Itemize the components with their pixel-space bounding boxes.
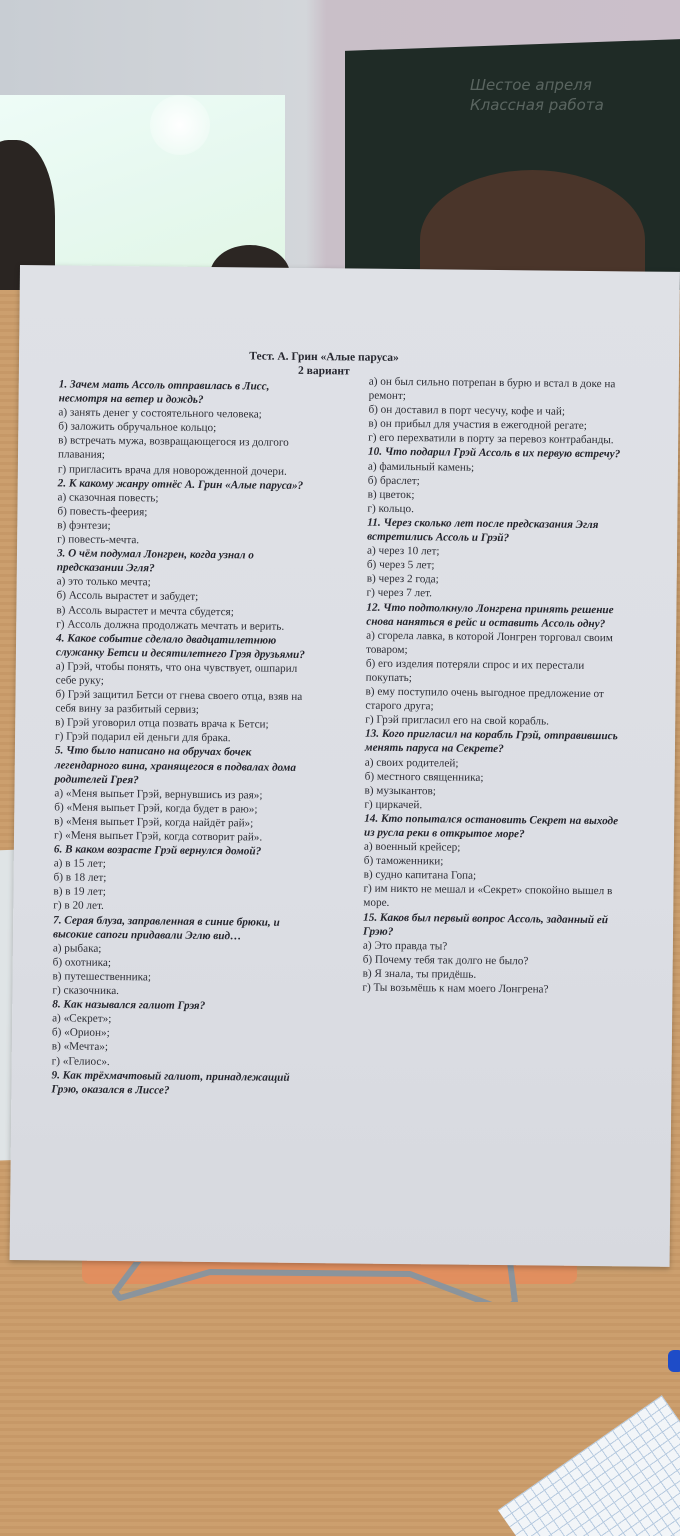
question-text: 10. Что подарил Грэй Ассоль в их первую встречу? (367, 446, 621, 461)
answer-option: б) его изделия потеряли спрос и их перестали покупать; (365, 657, 585, 685)
answer-option: г) пригласить врача для новорожденной дочери. (57, 462, 287, 478)
question-block (368, 375, 631, 448)
chalkboard-line: Шестое апреля (470, 76, 592, 94)
answer-option: в) «Мечта»; (51, 1040, 109, 1054)
answer-option: а) Грэй, чтобы понять, что она чувствует, ошпарил себе руку; (55, 660, 298, 687)
answer-option: в) в 19 лет; (53, 885, 106, 899)
document-title: Тест. А. Грин «Алые паруса» (249, 350, 399, 364)
answer-option: г) через 7 лет. (366, 587, 433, 600)
answer-option: б) Почему тебя так долго не было? (362, 953, 529, 968)
answer-option: в) «Меня выпьет Грэй, когда найдёт рай»; (54, 815, 254, 830)
answer-option: а) фамильный камень; (367, 460, 475, 474)
answer-option: г) «Гелиос». (51, 1054, 110, 1068)
blue-pen-cap (668, 1350, 680, 1372)
question-text: 13. Кого пригласил на корабль Грэй, отправившись менять паруса на Секрете? (364, 727, 618, 756)
question-text: 9. Как трёхмачтовый галиот, принадлежащий Грэю, оказался в Лиссе? (51, 1068, 290, 1097)
question-text: 4. Какое событие сделало двадцатилетнюю служанку Бетси и десятилетнего Грэя друзьями? (55, 632, 305, 661)
wire-stand-icon (110, 1262, 520, 1302)
answer-option: в) ему поступило очень выгодное предложение от старого друга; (365, 685, 604, 713)
question-block (56, 547, 312, 634)
answer-option: а) через 10 лет; (366, 544, 440, 558)
answer-option: г) в 20 лет. (53, 899, 104, 913)
answer-option: б) браслет; (367, 474, 420, 487)
question-text: 1. Зачем мать Ассоль отправилась в Лисс, несмотря на ветер и дождь? (58, 378, 270, 407)
chalkboard-text (470, 75, 604, 115)
answer-option: г) Ассоль должна продолжать мечтать и верить. (56, 617, 285, 633)
answer-option: б) в 18 лет; (53, 871, 107, 885)
document-variant: 2 вариант (298, 364, 350, 378)
question-text: 15. Каков был первый вопрос Ассоль, заданный ей Грэю? (362, 911, 609, 938)
question-block (58, 377, 314, 478)
chalkboard-line: Классная работа (470, 96, 604, 114)
question-text: 6. В каком возрасте Грэй вернулся домой? (53, 843, 262, 858)
question-block (51, 1068, 306, 1099)
answer-option: а) сказочная повесть; (57, 491, 159, 505)
answer-option: в) фэнтези; (57, 519, 111, 532)
answer-option: в) через 2 года; (366, 572, 439, 586)
question-block (362, 910, 625, 997)
answer-option: г) сказочника. (52, 984, 120, 998)
projector-light-glare (150, 95, 210, 155)
answer-option: в) встречать мужа, возвращающегося из долгого плавания; (57, 434, 289, 462)
question-block (365, 600, 628, 730)
answer-option: в) Я знала, ты придёшь. (362, 967, 477, 981)
answer-option: г) Грэй пригласил его на свой корабль. (365, 713, 549, 728)
question-block (55, 631, 311, 746)
question-block (52, 913, 308, 1000)
answer-option: в) музыкантов; (364, 784, 436, 798)
answer-option: а) Это правда ты? (362, 939, 448, 953)
question-block (57, 476, 313, 549)
question-text: 5. Что было написано на обручах бочек легендарного вина, хранящегося в подвалах дома родителей Грея? (54, 744, 297, 786)
answer-option: а) сгорела лавка, в которой Лонгрен торговал своим товаром; (365, 629, 613, 656)
answer-option: г) кольцо. (367, 502, 415, 515)
question-block (367, 516, 630, 603)
question-text: 11. Через сколько лет после предсказания Эгля встретились Ассоль и Грэй? (367, 516, 599, 545)
question-text: 8. Как назывался галиот Грэя? (52, 998, 206, 1013)
right-column (362, 375, 630, 998)
answer-option: б) «Орион»; (51, 1026, 110, 1040)
question-text: 14. Кто попытался остановить Секрет на выходе из русла реки в открытое море? (364, 812, 619, 841)
answer-option: в) он прибыл для участия в ежегодной регате; (368, 417, 587, 433)
answer-option: г) его перехватили в порту за перевоз контрабанды. (368, 432, 614, 447)
question-text: 3. О чём подумал Лонгрен, когда узнал о предсказании Эгля? (56, 547, 254, 575)
question-block (367, 445, 630, 518)
answer-option: а) это только мечта; (56, 575, 151, 589)
question-block (52, 998, 308, 1071)
answer-option: в) Грэй уговорил отца позвать врача к Бетси; (55, 716, 269, 731)
answer-option: г) им никто не мешал и «Секрет» спокойно вышел в море. (363, 883, 613, 910)
answer-option: г) Ты возьмёшь к нам моего Лонгрена? (362, 981, 549, 996)
answer-option: г) повесть-мечта. (57, 533, 140, 547)
answer-option: б) он доставил в порт чесучу, кофе и чай; (368, 403, 566, 418)
answer-option: а) своих родителей; (364, 756, 459, 770)
test-paper (10, 265, 680, 1267)
answer-option: б) таможенники; (363, 854, 444, 868)
question-text: 7. Серая блуза, заправленная в синие брюки, и высокие сапоги придавали Эглю вид… (52, 913, 280, 943)
answer-option: в) цветок; (367, 488, 415, 501)
answer-option: г) Грэй подарил ей деньги для брака. (54, 730, 231, 745)
answer-option: а) в 15 лет; (53, 857, 106, 871)
answer-option: б) Ассоль вырастет и забудет; (56, 589, 199, 604)
question-text: 12. Что подтолкнуло Лонгрена принять решение снова наняться в рейс и оставить Ассоль одну? (366, 601, 614, 630)
answer-option: а) «Секрет»; (52, 1012, 112, 1026)
answer-option: б) местного священника; (364, 770, 484, 784)
answer-option: а) он был сильно потрепан в бурю и встал в доке на ремонт; (368, 375, 616, 403)
answer-option: в) судно капитана Гопа; (363, 868, 477, 883)
question-block (54, 744, 310, 845)
answer-option: г) «Меня выпьет Грэй, когда сотворит рай». (53, 829, 263, 844)
answer-option: б) охотника; (52, 956, 112, 969)
answer-option: б) заложить обручальное кольцо; (58, 420, 217, 435)
answer-option: в) Ассоль вырастет и мечта сбудется; (56, 603, 234, 618)
answer-option: а) военный крейсер; (363, 840, 461, 854)
question-block (364, 727, 627, 814)
answer-option: в) путешественника; (52, 970, 152, 984)
question-block (363, 812, 626, 913)
answer-option: г) циркачей. (364, 798, 423, 812)
answer-option: а) занять денег у состоятельного человека; (58, 406, 262, 421)
answer-option: б) «Меня выпьет Грэй, когда будет в раю»; (54, 801, 258, 816)
answer-option: б) повесть-феерия; (57, 505, 148, 519)
question-text: 2. К какому жанру отнёс А. Грин «Алые паруса»? (57, 477, 304, 492)
answer-option: а) рыбака; (52, 942, 102, 955)
answer-option: б) через 5 лет; (366, 558, 435, 572)
answer-option: б) Грэй защитил Бетси от гнева своего отца, взяв на себя вину за разбитый сервиз; (55, 688, 303, 717)
question-block (53, 842, 309, 915)
answer-option: а) «Меня выпьет Грэй, вернувшись из рая»; (54, 787, 263, 802)
left-column (51, 377, 314, 1098)
